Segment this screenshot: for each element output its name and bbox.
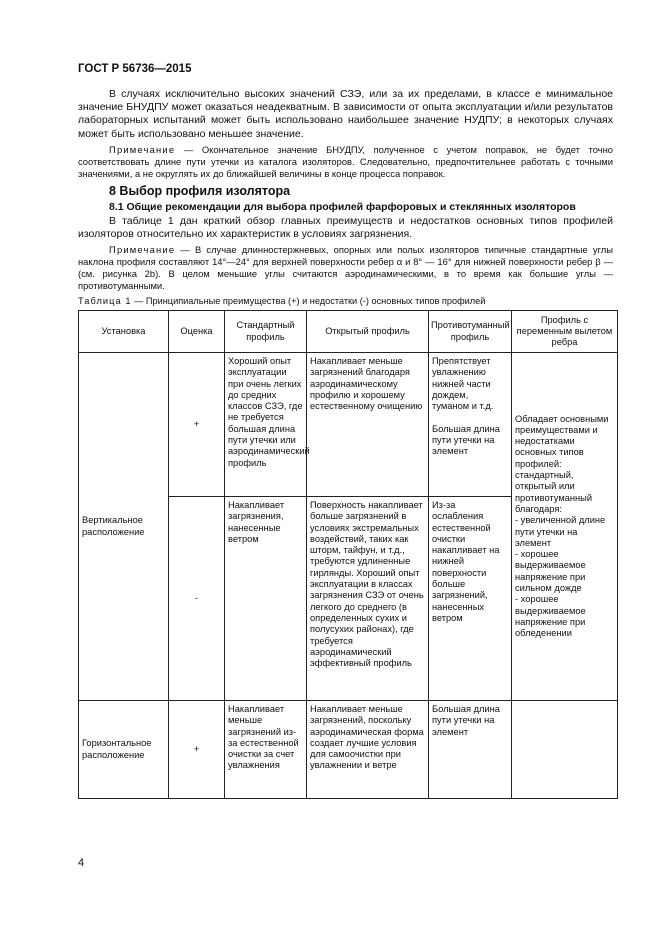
section-heading: 8 Выбор профиля изолятора	[109, 183, 291, 198]
open-profile-text: Накапливает меньше загрязнений, поскольку аэродинамическая форма создает лучшие условия для самоочистки при увлажнении и ветре	[310, 704, 424, 771]
standard-profile-text: Накапливает меньше загрязнений из-за естественной очистки за счет увлажнения	[228, 704, 299, 771]
note-2	[78, 244, 613, 292]
table-row	[79, 353, 618, 497]
intro-paragraph: В случаях исключительно высоких значений СЗЭ, или за их пределами, в классе е минимальное значение БНУДПУ может оказаться неадекватным. В зависимости от опыта эксплуатации и/или результатов лабораторных испытаний может быть использовано наибольшее значение НУДПУ; в некоторых случаях может быть использовано меньшее значение.	[78, 88, 613, 140]
rating-cell: -	[169, 497, 225, 701]
open-profile-text: Поверхность накапливает больше загрязнений в условиях экстремальных воздействий, таких как шторм, тайфун, и т.д., требуются удлиненные гирлянды. Хороший опыт эксплуатации в классах загрязнения СЗЭ от очень легкого до среднего (в определенных сухих и полусухих районах), где требуется аэродинамический эффективный профиль	[310, 500, 424, 669]
vertical-installation-cell: Вертикальное расположение	[79, 353, 169, 701]
standard-profile-cell	[225, 497, 307, 701]
fog-profile-cell	[429, 353, 512, 497]
fog-profile-text: Из-за ослабления естественной очистки накапливает на нижней поверхности больше загрязнений, нанесенных ветром	[432, 500, 500, 623]
note-2-label: Примечание	[109, 244, 176, 256]
header-installation: Установка	[79, 311, 169, 353]
open-profile-cell	[307, 701, 429, 799]
section-paragraph: В таблице 1 дан краткий обзор главных преимуществ и недостатков основных типов профилей изоляторов относительно их характеристик в условиях загрязнения.	[78, 214, 613, 241]
header-rating: Оценка	[169, 311, 225, 353]
table-caption	[78, 296, 485, 306]
variable-profile-empty-cell	[512, 701, 618, 799]
subsection-heading: 8.1 Общие рекомендации для выбора профилей фарфоровых и стеклянных изоляторов	[109, 200, 576, 213]
standard-profile-cell	[225, 701, 307, 799]
fog-profile-text: Препятствует увлажнению нижней части дождем, туманом и т.д. Большая длина пути утечки на элемент	[432, 356, 500, 457]
rating-cell: +	[169, 353, 225, 497]
profiles-table	[78, 310, 618, 799]
table-caption-label: Таблица 1	[78, 296, 132, 306]
table-header-row	[79, 311, 618, 353]
page-number: 4	[78, 857, 85, 869]
open-profile-cell	[307, 497, 429, 701]
body-text	[78, 88, 613, 296]
note-1	[78, 144, 613, 180]
horizontal-installation-cell: Горизонтальное расположение	[79, 701, 169, 799]
note-2-text: — В случае длинностержневых, опорных или полых изоляторов типичные стандартные углы наклона профиля составляют 14°—24° для верхней поверхности ребер α и 8° — 16° для нижней поверхности ребер β — (см. рисунка 2b). В целом меньшие углы считаются аэродинамическими, в то время как большие углы — противотуманными.	[78, 244, 613, 292]
note-1-label: Примечание	[109, 143, 176, 155]
standard-profile-cell	[225, 353, 310, 497]
table-row	[79, 701, 618, 799]
rating-cell: +	[169, 701, 225, 799]
open-profile-cell	[307, 353, 429, 497]
document-header: ГОСТ Р 56736—2015	[78, 63, 192, 75]
table-caption-text: — Принципиальные преимущества (+) и недостатки (-) основных типов профилей	[131, 296, 486, 306]
header-variable-profile: Профиль с переменным вылетом ребра	[512, 311, 618, 353]
header-standard-profile: Стандартный профиль	[225, 311, 307, 353]
open-profile-text: Накапливает меньше загрязнений благодаря аэродинамическому профилю и хорошему естественному очищению	[310, 356, 423, 412]
variable-profile-text: Обладает основными преимуществами и недостатками основных типов профилей: стандартный, открытый или противотуманный благодаря: - увеличенной длине пути утечки на элемент - хорошее выдерживаемое напряжение при сильном дожде - хорошее выдерживаемое напряжение при обледенении	[515, 413, 609, 639]
note-1-text: — Окончательное значение БНУДПУ, полученное с учетом поправок, не будет точно соответствовать длине пути утечки из каталога изоляторов. Следовательно, предпочтительнее работать с точными значениями, а не округлять их до ближайшей величины в конце процесса поправок.	[78, 143, 613, 179]
fog-profile-cell	[429, 497, 512, 701]
fog-profile-text: Большая длина пути утечки на элемент	[432, 704, 500, 737]
header-open-profile: Открытый профиль	[307, 311, 429, 353]
header-fog-profile: Противотуманный профиль	[429, 311, 512, 353]
standard-profile-text: Хороший опыт эксплуатации при очень легких до средних классов СЗЭ, где не требуется большая длина пути утечки или аэродинамический профиль	[228, 356, 310, 468]
fog-profile-cell	[429, 701, 512, 799]
standard-profile-text: Накапливает загрязнения, нанесенные ветром	[228, 500, 285, 544]
variable-profile-cell	[512, 353, 618, 701]
